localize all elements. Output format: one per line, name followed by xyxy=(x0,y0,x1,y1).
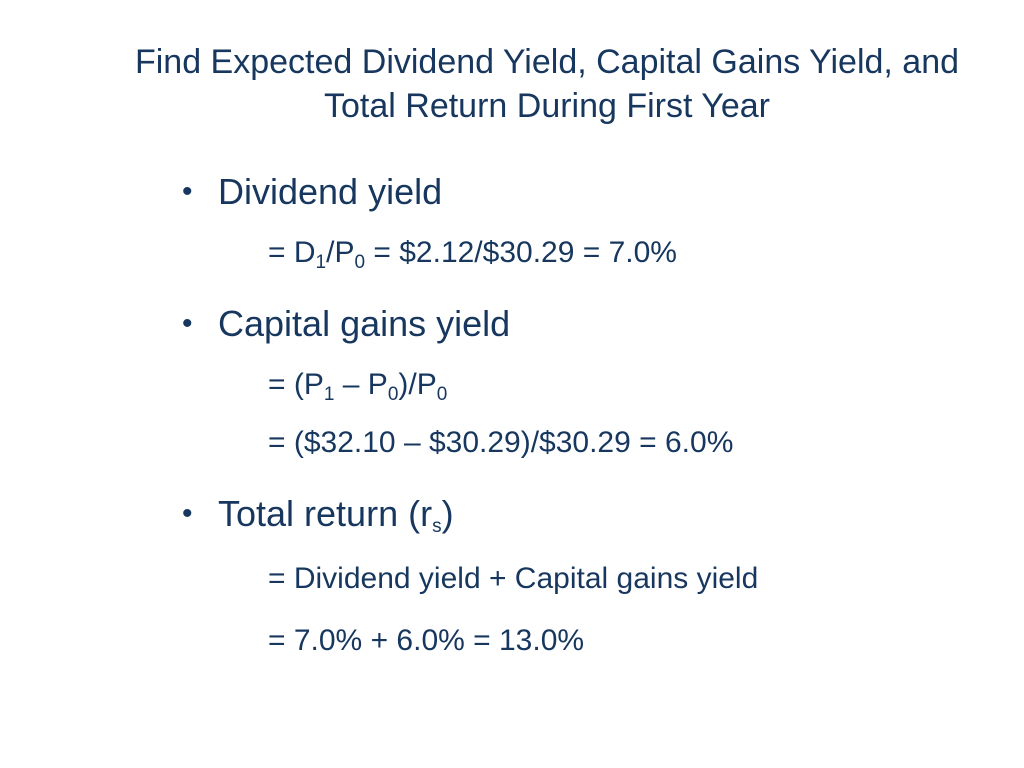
bullet-dot-icon: • xyxy=(182,307,193,340)
bullet-heading: Total return $(r_s)$ xyxy=(218,493,454,537)
bullet-heading: Dividend yield xyxy=(218,171,443,212)
bullet-dot-icon: • xyxy=(182,497,193,530)
bullet-dot-icon: • xyxy=(182,175,193,208)
dividend-yield-formula: = $D_1/P_0$ = $2.12/$30.29 = 7.0% xyxy=(268,236,677,273)
slide-title xyxy=(60,40,1024,128)
bullet-heading: Capital gains yield xyxy=(218,303,511,344)
total-return-calculation: = 7.0% + 6.0% = 13.0% xyxy=(268,624,585,657)
capital-gains-formula: = $(P_1 - P_0)/P_0$ xyxy=(268,368,448,405)
bullet-dividend-yield xyxy=(180,170,1000,214)
slide-body xyxy=(180,170,1000,660)
capital-gains-calculation: = ($32.10 – $30.29)/$30.29 = 6.0% xyxy=(268,426,734,459)
slide-title-line-2: Total Return During First Year xyxy=(324,87,770,125)
bullet-capital-gains-yield xyxy=(180,302,1000,346)
bullet-total-return xyxy=(180,492,1000,536)
slide-title-line-1: Find Expected Dividend Yield, Capital Gains Yield, and xyxy=(134,43,960,81)
total-return-definition: = Dividend yield + Capital gains yield xyxy=(268,562,759,595)
